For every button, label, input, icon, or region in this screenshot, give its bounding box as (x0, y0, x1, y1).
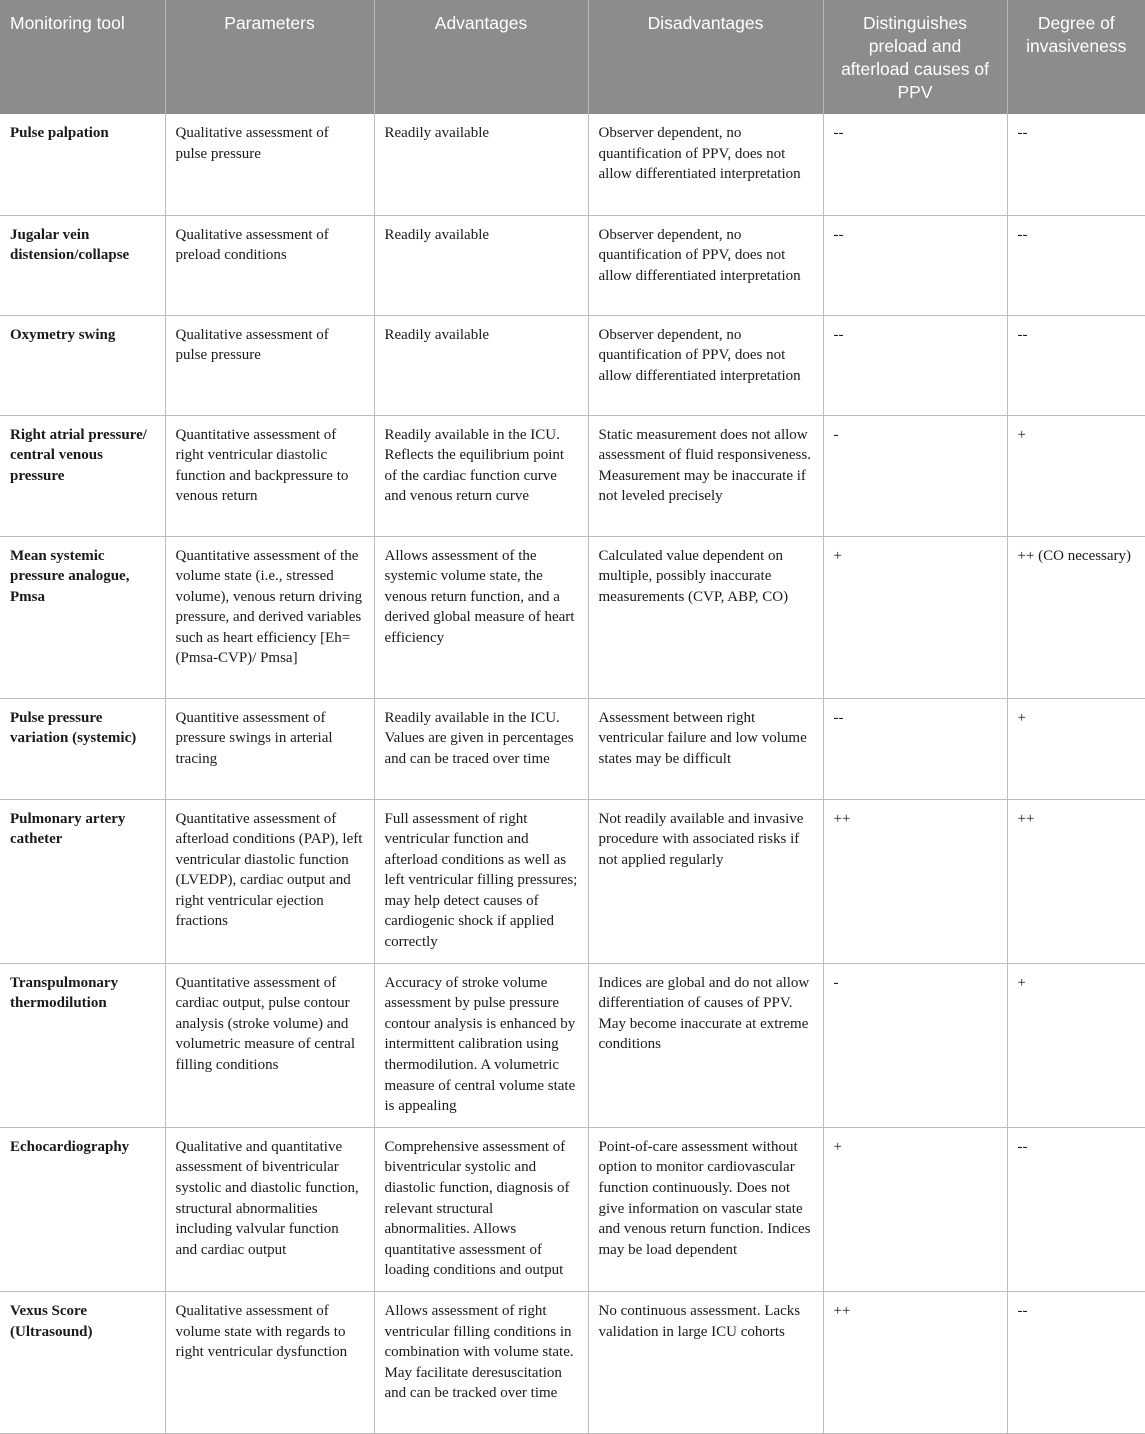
cell-advantages: Allows assessment of the systemic volume state, the venous return function, and a derived global measure of heart efficiency (374, 536, 588, 698)
cell-monitoring-tool: Echocardiography (0, 1127, 165, 1291)
cell-parameters: Qualitative assessment of volume state with regards to right ventricular dysfunction (165, 1291, 374, 1433)
table-row (0, 799, 1145, 963)
cell-disadvantages: Static measurement does not allow assessment of fluid responsiveness. Measurement may be inaccurate if not leveled precisely (588, 415, 823, 536)
table-row (0, 114, 1145, 215)
table-row (0, 415, 1145, 536)
cell-disadvantages: Observer dependent, no quantification of PPV, does not allow differentiated interpretation (588, 114, 823, 215)
header-parameters: Parameters (165, 0, 374, 114)
cell-invasiveness: ++ (1007, 799, 1145, 963)
cell-advantages: Accuracy of stroke volume assessment by pulse pressure contour analysis is enhanced by intermittent calibration using thermodilution. A volumetric measure of central volume state is appealing (374, 963, 588, 1127)
table-row (0, 536, 1145, 698)
cell-invasiveness: -- (1007, 1291, 1145, 1433)
header-row (0, 0, 1145, 114)
cell-distinguishes: + (823, 1127, 1007, 1291)
cell-distinguishes: -- (823, 315, 1007, 415)
cell-distinguishes: + (823, 536, 1007, 698)
table-header (0, 0, 1145, 114)
cell-invasiveness: -- (1007, 315, 1145, 415)
cell-monitoring-tool: Pulse pressure variation (systemic) (0, 698, 165, 799)
cell-distinguishes: - (823, 963, 1007, 1127)
table-row (0, 963, 1145, 1127)
cell-parameters: Qualitative assessment of pulse pressure (165, 315, 374, 415)
cell-disadvantages: Calculated value dependent on multiple, possibly inaccurate measurements (CVP, ABP, CO) (588, 536, 823, 698)
cell-distinguishes: ++ (823, 1291, 1007, 1433)
cell-distinguishes: -- (823, 215, 1007, 315)
cell-monitoring-tool: Pulmonary artery catheter (0, 799, 165, 963)
cell-invasiveness: -- (1007, 1127, 1145, 1291)
header-advantages: Advantages (374, 0, 588, 114)
table-row (0, 1291, 1145, 1433)
cell-advantages: Full assessment of right ventricular function and afterload conditions as well as left ventricular filling pressures; may help detect causes of cardiogenic shock if applied correctly (374, 799, 588, 963)
cell-monitoring-tool: Transpulmonary thermodilution (0, 963, 165, 1127)
table-row (0, 698, 1145, 799)
cell-distinguishes: ++ (823, 799, 1007, 963)
cell-advantages: Readily available (374, 114, 588, 215)
cell-invasiveness: + (1007, 698, 1145, 799)
table-row (0, 1127, 1145, 1291)
cell-disadvantages: Point-of-care assessment without option to monitor cardiovascular function continuously. Does not give information on vascular state and venous return function. Indices may be load dependent (588, 1127, 823, 1291)
cell-invasiveness: + (1007, 963, 1145, 1127)
cell-invasiveness: + (1007, 415, 1145, 536)
header-degree-of-invasiveness: Degree of invasiveness (1007, 0, 1145, 114)
table-row (0, 315, 1145, 415)
cell-distinguishes: -- (823, 114, 1007, 215)
cell-disadvantages: No continuous assessment. Lacks validation in large ICU cohorts (588, 1291, 823, 1433)
cell-disadvantages: Assessment between right ventricular failure and low volume states may be difficult (588, 698, 823, 799)
cell-parameters: Quantitative assessment of the volume state (i.e., stressed volume), venous return driving pressure, and derived variables such as heart efficiency [Eh=(Pmsa-CVP)/ Pmsa] (165, 536, 374, 698)
cell-disadvantages: Observer dependent, no quantification of PPV, does not allow differentiated interpretation (588, 315, 823, 415)
cell-parameters: Qualitative assessment of preload conditions (165, 215, 374, 315)
cell-disadvantages: Not readily available and invasive procedure with associated risks if not applied regularly (588, 799, 823, 963)
cell-distinguishes: - (823, 415, 1007, 536)
table-row (0, 215, 1145, 315)
cell-advantages: Readily available (374, 315, 588, 415)
cell-invasiveness: -- (1007, 114, 1145, 215)
cell-advantages: Comprehensive assessment of biventricular systolic and diastolic function, diagnosis of relevant structural abnormalities. Allows quantitative assessment of loading conditions and output (374, 1127, 588, 1291)
cell-invasiveness: ++ (CO necessary) (1007, 536, 1145, 698)
cell-parameters: Qualitative assessment of pulse pressure (165, 114, 374, 215)
cell-monitoring-tool: Vexus Score (Ultrasound) (0, 1291, 165, 1433)
cell-parameters: Quantitative assessment of cardiac output, pulse contour analysis (stroke volume) and volumetric measure of central filling conditions (165, 963, 374, 1127)
cell-advantages: Allows assessment of right ventricular filling conditions in combination with volume state. May facilitate deresuscitation and can be tracked over time (374, 1291, 588, 1433)
table-body (0, 114, 1145, 1433)
cell-monitoring-tool: Oxymetry swing (0, 315, 165, 415)
cell-monitoring-tool: Pulse palpation (0, 114, 165, 215)
cell-monitoring-tool: Jugalar vein distension/collapse (0, 215, 165, 315)
cell-invasiveness: -- (1007, 215, 1145, 315)
header-distinguishes-preload-afterload: Distinguishes preload and afterload causes of PPV (823, 0, 1007, 114)
cell-monitoring-tool: Right atrial pressure/ central venous pressure (0, 415, 165, 536)
cell-parameters: Quantitative assessment of afterload conditions (PAP), left ventricular diastolic function (LVEDP), cardiac output and right ventricular ejection fractions (165, 799, 374, 963)
cell-parameters: Quantitative assessment of right ventricular diastolic function and backpressure to venous return (165, 415, 374, 536)
cell-monitoring-tool: Mean systemic pressure analogue, Pmsa (0, 536, 165, 698)
cell-disadvantages: Indices are global and do not allow differentiation of causes of PPV. May become inaccurate at extreme conditions (588, 963, 823, 1127)
cell-advantages: Readily available in the ICU. Reflects the equilibrium point of the cardiac function curve and venous return curve (374, 415, 588, 536)
header-disadvantages: Disadvantages (588, 0, 823, 114)
cell-disadvantages: Observer dependent, no quantification of PPV, does not allow differentiated interpretation (588, 215, 823, 315)
header-monitoring-tool: Monitoring tool (0, 0, 165, 114)
cell-parameters: Quantitive assessment of pressure swings in arterial tracing (165, 698, 374, 799)
cell-parameters: Qualitative and quantitative assessment of biventricular systolic and diastolic function, structural abnormalities including valvular function and cardiac output (165, 1127, 374, 1291)
cell-advantages: Readily available in the ICU. Values are given in percentages and can be traced over time (374, 698, 588, 799)
cell-advantages: Readily available (374, 215, 588, 315)
cell-distinguishes: -- (823, 698, 1007, 799)
